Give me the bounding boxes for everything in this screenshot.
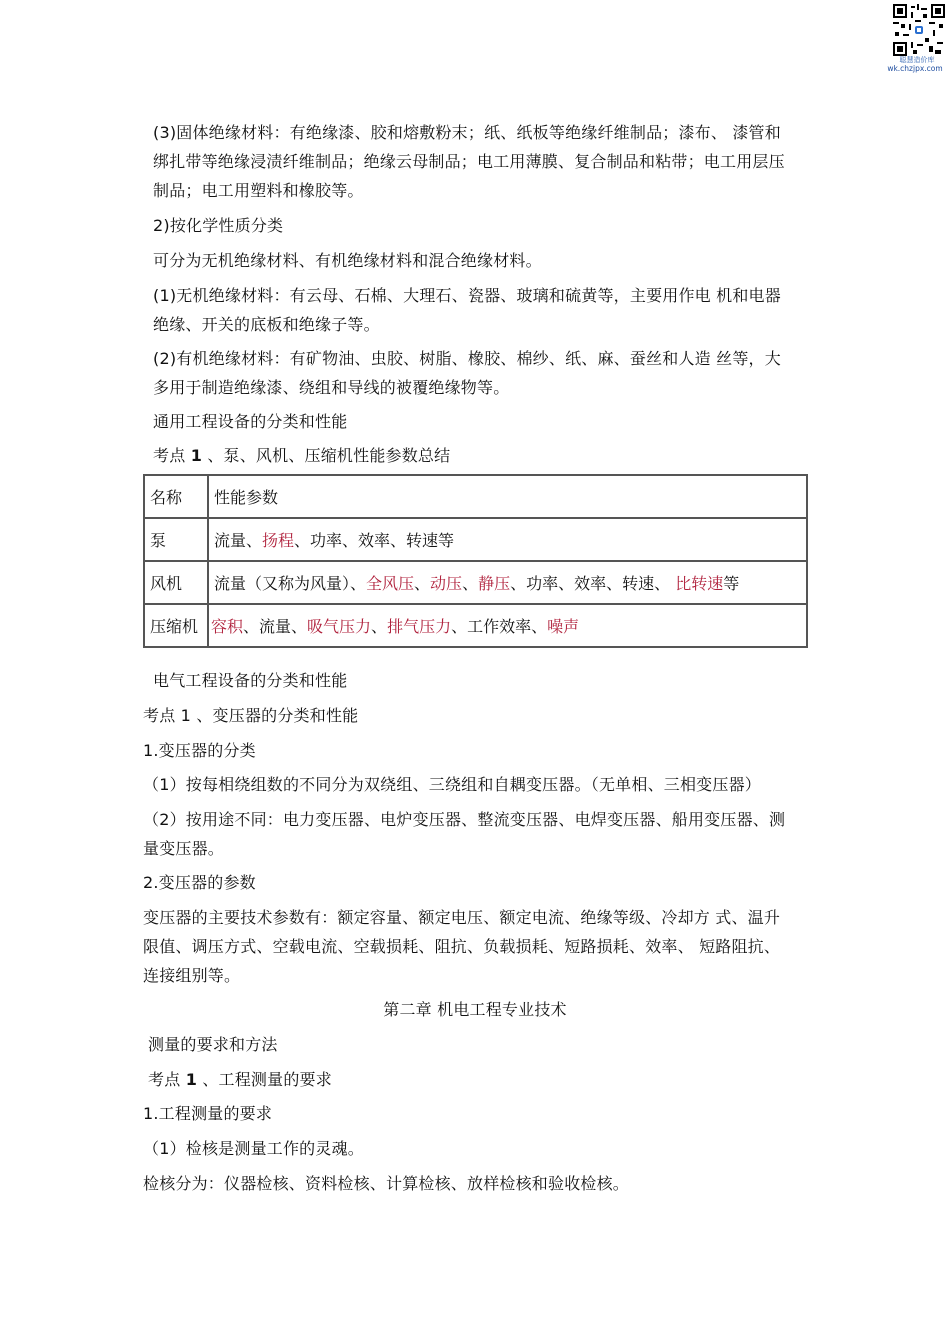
cell-text: 、功率、效率、转速、 — [510, 574, 676, 593]
highlighted-term: 比转速 — [675, 574, 724, 593]
table-cell-params — [208, 518, 807, 561]
table-cell-name: 风机 — [144, 561, 208, 604]
cell-text: 、 — [371, 617, 388, 636]
paragraph-technical-parameters-line1: 变压器的主要技术参数有：额定容量、额定电压、额定电流、绝缘等级、冷却方 式、温升 — [143, 908, 781, 927]
cell-text: 、 — [462, 574, 479, 593]
heading-transformer-classification: 1.变压器的分类 — [143, 741, 256, 760]
cell-text: 等 — [723, 574, 740, 593]
heading-exam-point-transformer: 考点 1 、变压器的分类和性能 — [143, 706, 359, 725]
cell-text: 、 — [414, 574, 431, 593]
heading-transformer-parameters: 2.变压器的参数 — [143, 873, 256, 892]
highlighted-term: 噪声 — [547, 617, 580, 636]
paragraph-winding-classification: （1）按每相绕组数的不同分为双绕组、三绕组和自耦变压器。（无单相、三相变压器） — [143, 775, 761, 794]
heading-survey-requirements: 1.工程测量的要求 — [143, 1104, 273, 1123]
table-cell-params — [208, 561, 807, 604]
highlighted-term: 静压 — [478, 574, 511, 593]
paragraph-usage-classification-line2: 量变压器。 — [143, 839, 225, 858]
table-header-cell: 性能参数 — [208, 475, 807, 518]
paragraph-technical-parameters-line2: 限值、调压方式、空载电流、空载损耗、阻抗、负载损耗、短路损耗、效率、 短路阻抗、 — [143, 937, 781, 956]
cell-text: 流量、 — [214, 531, 263, 550]
site-url: wk.chzjpx.com — [887, 64, 943, 73]
paragraph-inorganic-line1: (1)无机绝缘材料：有云母、石棉、大理石、瓷器、玻璃和硫黄等，主要用作电 机和电器 — [153, 286, 781, 305]
table-cell-name: 压缩机 — [144, 604, 208, 647]
qr-code — [893, 4, 945, 56]
highlighted-term: 全风压 — [366, 574, 415, 593]
table-row — [144, 518, 807, 561]
heading-chemical-classification: 2)按化学性质分类 — [153, 216, 284, 235]
paragraph-checking-types: 检核分为：仪器检核、资料检核、计算检核、放样检核和验收检核。 — [143, 1174, 630, 1193]
paragraph-solid-insulation-line3: 制品；电工用塑料和橡胶等。 — [153, 181, 364, 200]
performance-parameters-table — [143, 474, 808, 648]
paragraph-technical-parameters-line3: 连接组别等。 — [143, 966, 241, 985]
highlighted-term: 排气压力 — [387, 617, 452, 636]
heading-measurement: 测量的要求和方法 — [148, 1035, 278, 1054]
highlighted-term: 扬程 — [262, 531, 295, 550]
paragraph-inorganic-line2: 绝缘、开关的底板和绝缘子等。 — [153, 315, 380, 334]
paragraph-usage-classification-line1: （2）按用途不同：电力变压器、电炉变压器、整流变压器、电焊变压器、船用变压器、测 — [143, 810, 786, 829]
highlighted-term: 动压 — [430, 574, 463, 593]
paragraph-organic-line2: 多用于制造绝缘漆、绕组和导线的被覆绝缘物等。 — [153, 378, 510, 397]
heading-general-equipment: 通用工程设备的分类和性能 — [153, 412, 348, 431]
table-row — [144, 561, 807, 604]
heading-exam-point-survey: 考点 1 、工程测量的要求 — [148, 1070, 332, 1089]
cell-text: 、功率、效率、转速等 — [294, 531, 455, 550]
paragraph-solid-insulation-line2: 绑扎带等绝缘浸渍纤维制品；绝缘云母制品；电工用薄膜、复合制品和粘带；电工用层压 — [153, 152, 785, 171]
cell-text: 、工作效率、 — [451, 617, 548, 636]
table-row — [144, 604, 807, 647]
cell-text: 流量（又称为风量）、 — [214, 574, 367, 593]
heading-electrical-equipment: 电气工程设备的分类和性能 — [153, 671, 348, 690]
table-header-cell: 名称 — [144, 475, 208, 518]
paragraph-checking-soul: （1）检核是测量工作的灵魂。 — [143, 1139, 364, 1158]
table-cell-name: 泵 — [144, 518, 208, 561]
table-header-row — [144, 475, 807, 518]
paragraph-organic-line1: (2)有机绝缘材料：有矿物油、虫胶、树脂、橡胶、棉纱、纸、麻、蚕丝和人造 丝等，大 — [153, 349, 781, 368]
highlighted-term: 容积 — [211, 617, 244, 636]
heading-exam-point-pump: 考点 1 、泵、风机、压缩机性能参数总结 — [153, 446, 451, 465]
cell-text: 、流量、 — [243, 617, 308, 636]
chapter-title: 第二章 机电工程专业技术 — [383, 1000, 567, 1019]
qr-caption: 聪慧造价库 — [899, 56, 935, 64]
highlighted-term: 吸气压力 — [307, 617, 372, 636]
qr-code-icon — [893, 4, 945, 56]
table-cell-params — [208, 604, 807, 647]
paragraph-classification-summary: 可分为无机绝缘材料、有机绝缘材料和混合绝缘材料。 — [153, 251, 542, 270]
paragraph-solid-insulation-line1: (3)固体绝缘材料：有绝缘漆、胶和熔敷粉末；纸、纸板等绝缘纤维制品；漆布、 漆管和 — [153, 123, 781, 142]
